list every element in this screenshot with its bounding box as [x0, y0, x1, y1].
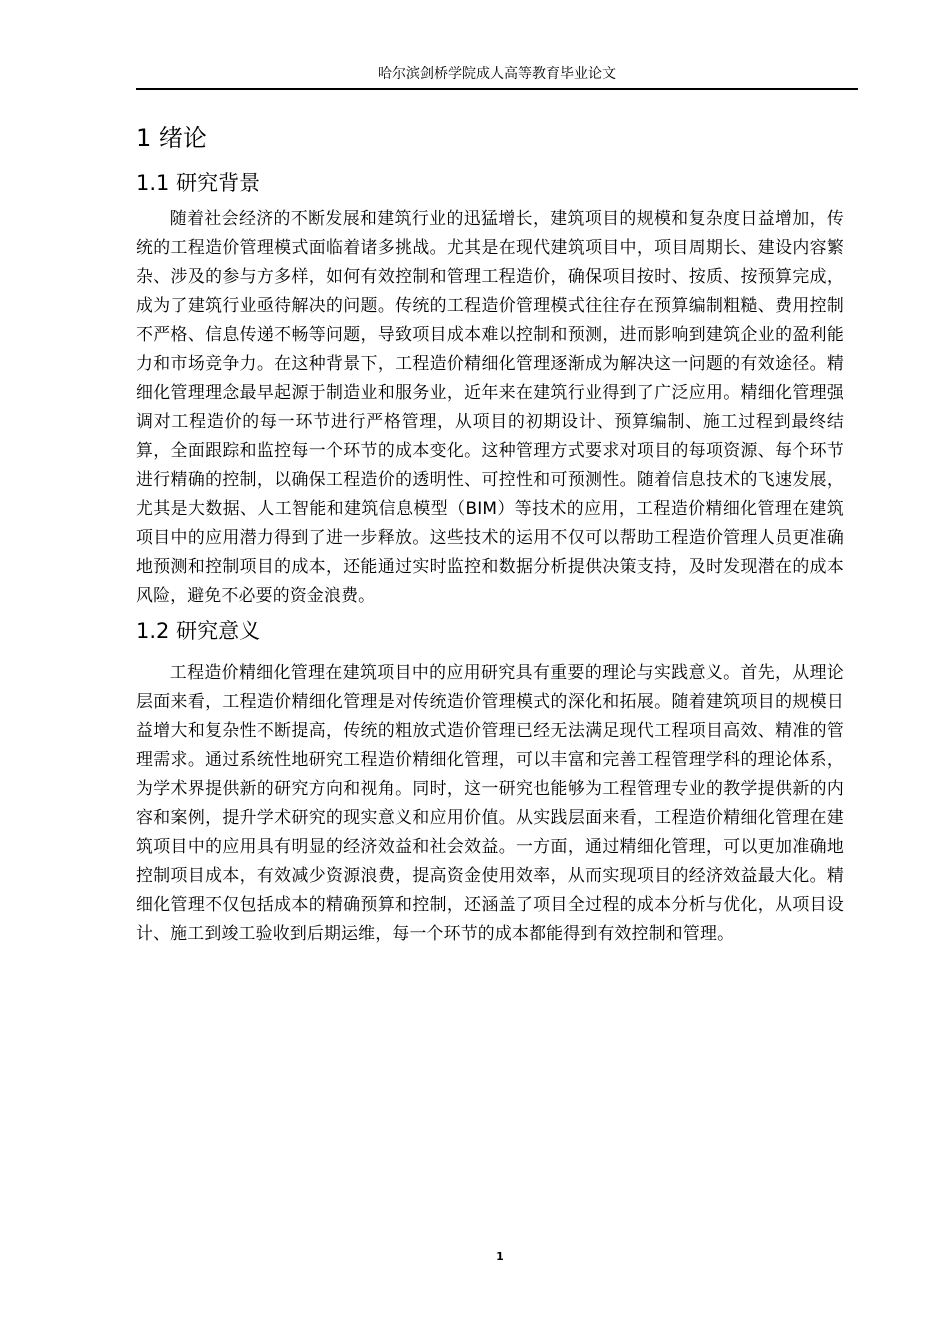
section-heading-significance: 1.2 研究意义 [136, 619, 261, 643]
page-number: 1 [496, 1250, 504, 1263]
header-rule [136, 88, 858, 90]
paragraph-significance: 工程造价精细化管理在建筑项目中的应用研究具有重要的理论与实践意义。首先，从理论层面来看，工程造价精细化管理是对传统造价管理模式的深化和拓展。随着建筑项目的规模日益增大和复杂性不断提高，传统的粗放式造价管理已经无法满足现代工程项目高效、精准的管理需求。通过系统性地研究工程造价精细化管理，可以丰富和完善工程管理学科的理论体系，为学术界提供新的研究方向和视角。同时，这一研究也能够为工程管理专业的教学提供新的内容和案例，提升学术研究的现实意义和应用价值。从实践层面来看，工程造价精细化管理在建筑项目中的应用具有明显的经济效益和社会效益。一方面，通过精细化管理，可以更加准确地控制项目成本，有效减少资源浪费，提高资金使用效率，从而实现项目的经济效益最大化。精细化管理不仅包括成本的精确预算和控制，还涵盖了项目全过程的成本分析与优化，从项目设计、施工到竣工验收到后期运维，每一个环节的成本都能得到有效控制和管理。 [136, 662, 844, 943]
chapter-title: 1 绪论 [136, 124, 207, 152]
section-heading-background: 1.1 研究背景 [136, 171, 261, 195]
paragraph-background: 随着社会经济的不断发展和建筑行业的迅猛增长，建筑项目的规模和复杂度日益增加，传统的工程造价管理模式面临着诸多挑战。尤其是在现代建筑项目中，项目周期长、建设内容繁杂、涉及的参与方多样，如何有效控制和管理工程造价，确保项目按时、按质、按预算完成，成为了建筑行业亟待解决的问题。传统的工程造价管理模式往往存在预算编制粗糙、费用控制不严格、信息传递不畅等问题，导致项目成本难以控制和预测，进而影响到建筑企业的盈利能力和市场竞争力。在这种背景下，工程造价精细化管理逐渐成为解决这一问题的有效途径。精细化管理理念最早起源于制造业和服务业，近年来在建筑行业得到了广泛应用。精细化管理强调对工程造价的每一环节进行严格管理，从项目的初期设计、预算编制、施工过程到最终结算，全面跟踪和监控每一个环节的成本变化。这种管理方式要求对项目的每项资源、每个环节进行精确的控制，以确保工程造价的透明性、可控性和可预测性。随着信息技术的飞速发展，尤其是大数据、人工智能和建筑信息模型（BIM）等技术的应用，工程造价精细化管理在建筑项目中的应用潜力得到了进一步释放。这些技术的运用不仅可以帮助工程造价管理人员更准确地预测和控制项目的成本，还能通过实时监控和数据分析提供决策支持，及时发现潜在的成本风险，避免不必要的资金浪费。 [136, 208, 844, 605]
page-content [136, 118, 844, 948]
running-header: 哈尔滨剑桥学院成人高等教育毕业论文 [378, 66, 616, 82]
